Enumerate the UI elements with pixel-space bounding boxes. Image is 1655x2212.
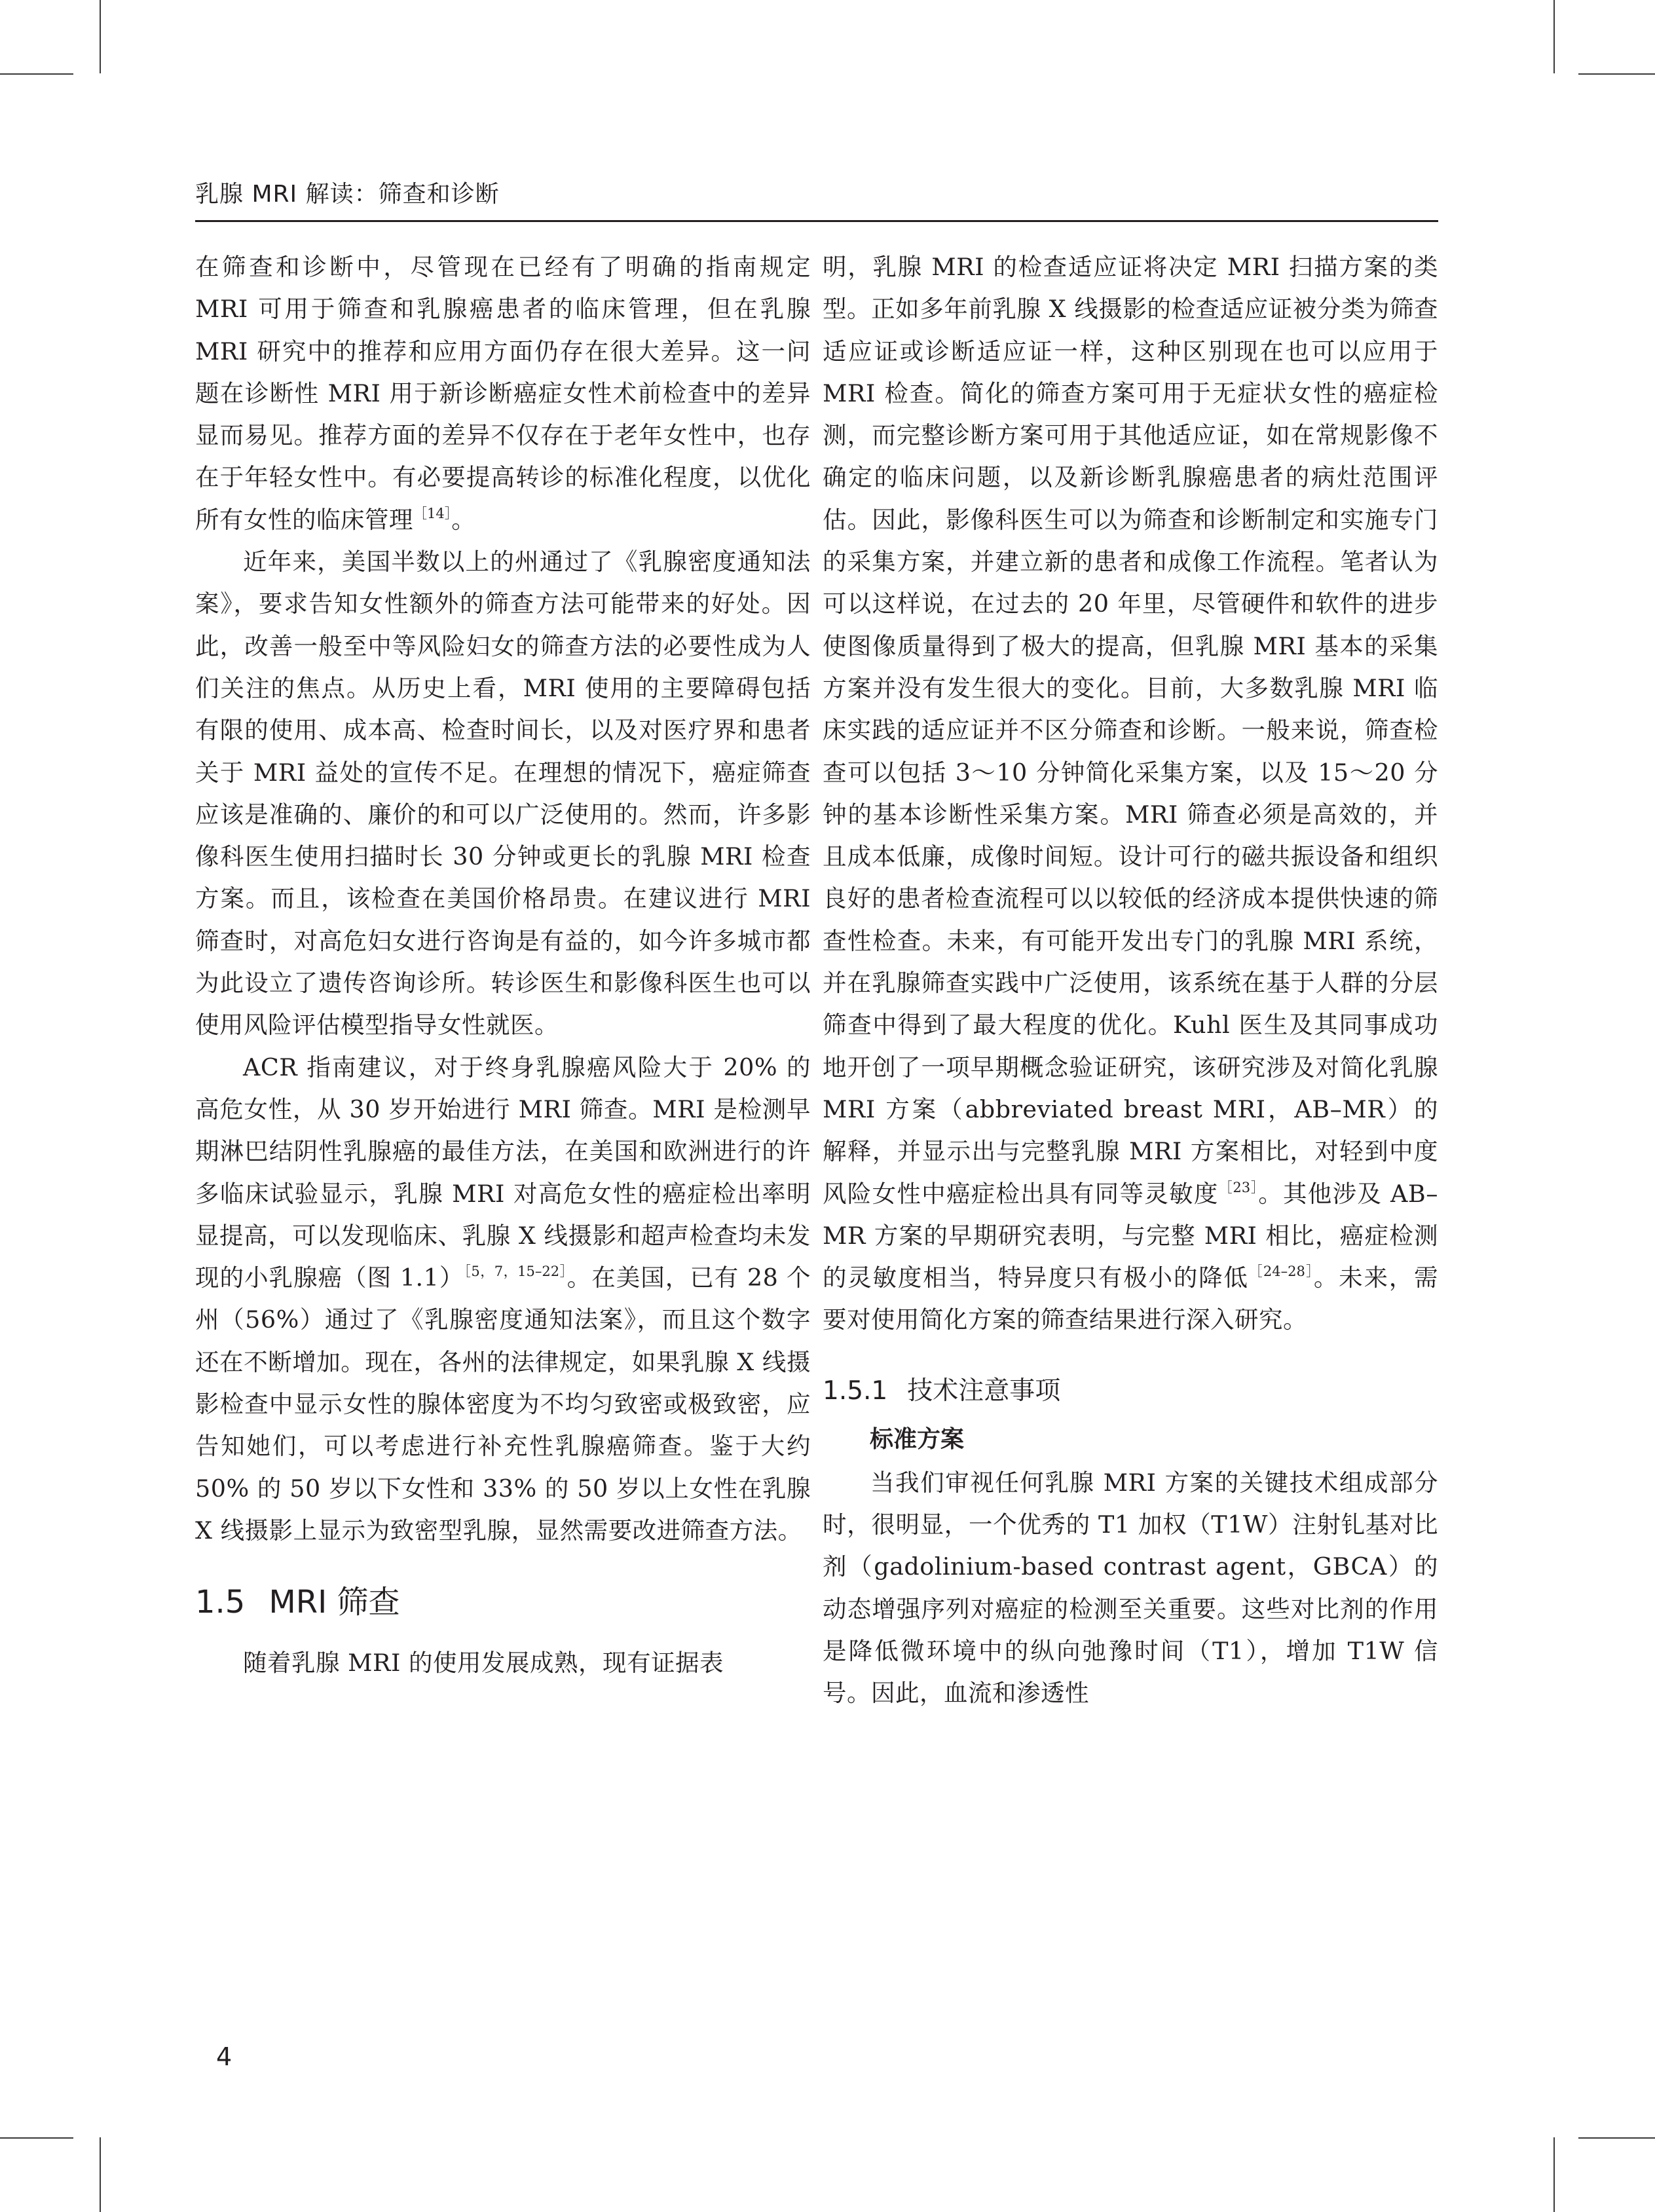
subsection-title: 技术注意事项 [907,1376,1061,1406]
citation: ［5，7，15–22］ [464,1264,567,1280]
crop-mark [1578,2137,1655,2139]
paragraph [195,246,811,541]
paragraph-text: 。其他涉及 AB–MR 方案的早期研究表明，与完整 MRI 相比，癌症检测的灵敏度相当，特异度只有极小的降低 [823,1179,1438,1292]
paragraph-text: 。 [451,505,476,534]
paragraph: 随着乳腺 MRI 的使用发展成熟，现有证据表 [243,1649,724,1678]
paragraph-text: 明，乳腺 MRI 的检查适应证将决定 MRI 扫描方案的类型。正如多年前乳腺 X 线摄影的检查适应证被分类为筛查适应证或诊断适应证一样，这种区别现在也可以应用于 MRI 检查。简化的筛查方案可用于无症状女性的癌症检测，而完整诊断方案可用于其他适应证，如在常规影像不确定的临床问题，以及新诊断乳腺癌患者的病灶范围评估。因此，影像科医生可以为筛查和诊断制定和实施专门的采集方案，并建立新的患者和成像工作流程。笔者认为可以这样说，在过去的 20 年里，尽管硬件和软件的进步使图像质量得到了极大的提高，但乳腺 MRI 基本的采集方案并没有发生很大的变化。目前，大多数乳腺 MRI 临床实践的适应证并不区分筛查和诊断。一般来说，筛查检查可以包括 3～10 分钟简化采集方案，以及 15～20 分钟的基本诊断性采集方案。MRI 筛查必须是高效的，并且成本低廉，成像时间短。设计可行的磁共振设备和组织良好的患者检查流程可以以较低的经济成本提供快速的筛查性检查。未来，有可能开发出专门的乳腺 MRI 系统，并在乳腺筛查实践中广泛使用，该系统在基于人群的分层筛查中得到了最大程度的优化。Kuhl 医生及其同事成功地开创了一项早期概念验证研究，该研究涉及对简化乳腺 MRI 方案（abbreviated breast MRI，AB–MR）的解释，并显示出与完整乳腺 MRI 方案相比，对轻到中度风险女性中癌症检出具有同等灵敏度 [823,253,1438,1208]
paragraph: 近年来，美国半数以上的州通过了《乳腺密度通知法案》，要求告知女性额外的筛查方法可能带来的好处。因此，改善一般至中等风险妇女的筛查方法的必要性成为人们关注的焦点。从历史上看，MRI 使用的主要障碍包括有限的使用、成本高、检查时间长，以及对医疗界和患者关于 MRI 益处的宣传不足。在理想的情况下，癌症筛查应该是准确的、廉价的和可以广泛使用的。然而，许多影像科医生使用扫描时长 30 分钟或更长的乳腺 MRI 检查方案。而且，该检查在美国价格昂贵。在建议进行 MRI 筛查时，对高危妇女进行咨询是有益的，如今许多城市都为此设立了遗传咨询诊所。转诊医生和影像科医生也可以使用风险评估模型指导女性就医。 [195,548,811,1040]
crop-mark [1553,0,1555,73]
crop-mark [1553,2137,1555,2212]
subsubsection-heading: 标准方案 [870,1425,965,1453]
paragraph-text: 。在美国，已有 28 个州（56%）通过了《乳腺密度通知法案》，而且这个数字还在不断增加。现在，各州的法律规定，如果乳腺 X 线摄影检查中显示女性的腺体密度为不均匀致密或极致密，应告知她们，可以考虑进行补充性乳腺癌筛查。鉴于大约 50% 的 50 岁以下女性和 33% 的 50 岁以上女性在乳腺 X 线摄影上显示为致密型乳腺，显然需要改进筛查方法。 [195,1264,811,1545]
citation: ［14］ [413,505,452,521]
right-column [823,246,1438,1715]
paragraph-text: 在筛查和诊断中，尽管现在已经有了明确的指南规定 MRI 可用于筛查和乳腺癌患者的临床管理，但在乳腺 MRI 研究中的推荐和应用方面仍存在很大差异。这一问题在诊断性 MRI 用于新诊断癌症女性术前检查中的差异显而易见。推荐方面的差异不仅存在于老年女性中，也存在于年轻女性中。有必要提高转诊的标准化程度，以优化所有女性的临床管理 [195,253,811,534]
page-number: 4 [216,2042,232,2071]
section-title: MRI 筛查 [269,1584,400,1621]
citation: ［24–28］ [1248,1264,1314,1280]
paragraph-text: ACR 指南建议，对于终身乳腺癌风险大于 20% 的高危女性，从 30 岁开始进行 MRI 筛查。MRI 是检测早期淋巴结阴性乳腺癌的最佳方法，在美国和欧洲进行的许多临床试验显示，乳腺 MRI 对高危女性的癌症检出率明显提高，可以发现临床、乳腺 X 线摄影和超声检查均未发现的小乳腺癌（图 1.1） [195,1053,811,1292]
paragraph: 当我们审视任何乳腺 MRI 方案的关键技术组成部分时，很明显，一个优秀的 T1 加权（T1W）注射钆基对比剂（gadolinium-based contrast agent，GBCA）的动态增强序列对癌症的检测至关重要。这些对比剂的作用是降低微环境中的纵向弛豫时间（T1），增加 T1W 信号。因此，血流和渗透性 [823,1468,1438,1708]
crop-mark [0,73,73,75]
paragraph [195,1047,811,1552]
subsection-number: 1.5.1 [823,1376,888,1406]
section-heading [195,1579,811,1625]
left-column [195,246,811,1685]
running-head: 乳腺 MRI 解读：筛查和诊断 [195,181,500,208]
section-number: 1.5 [195,1584,246,1621]
subsection-heading [823,1370,1438,1412]
crop-mark [1578,73,1655,75]
crop-mark [100,0,101,73]
header-rule [195,220,1438,222]
crop-mark [100,2137,101,2212]
citation: ［23］ [1218,1179,1259,1195]
paragraph-text: 。未来，需要对使用简化方案的筛查结果进行深入研究。 [823,1264,1438,1334]
paragraph [823,246,1438,1341]
crop-mark [0,2137,73,2139]
